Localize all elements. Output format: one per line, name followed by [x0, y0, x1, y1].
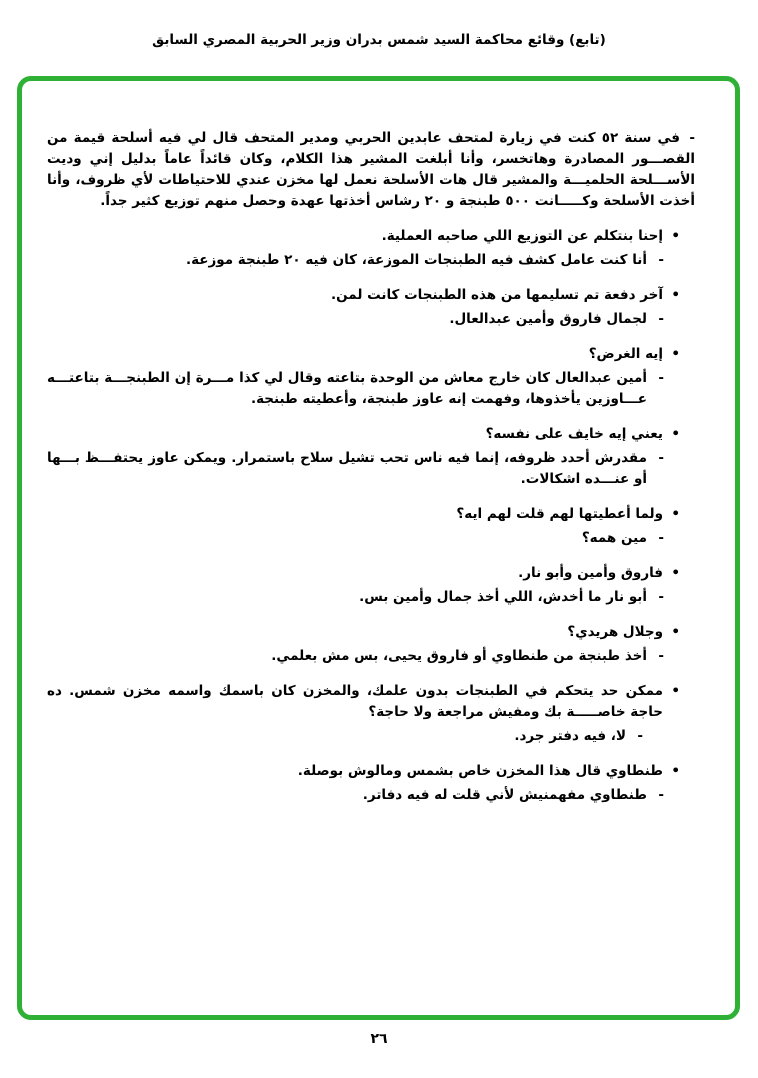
transcript-item — [47, 622, 680, 643]
dash-marker: - — [689, 130, 696, 146]
transcript-item — [47, 528, 664, 549]
bullet-marker: • — [671, 624, 680, 640]
transcript-item — [47, 681, 680, 723]
item-text: أبو نار ما أخدش، اللي أخذ جمال وأمين بس. — [359, 589, 647, 605]
page-number: ٢٦ — [370, 1031, 388, 1047]
item-text: طنطاوي مفهمنيش لأني قلت له فيه دفاتر. — [362, 787, 647, 803]
dash-marker: - — [658, 530, 664, 546]
dash-marker: - — [658, 370, 664, 386]
transcript-item — [47, 587, 664, 608]
transcript-item — [47, 226, 680, 247]
item-text: لجمال فاروق وأمين عبدالعال. — [449, 311, 647, 327]
transcript-item — [47, 424, 680, 445]
transcript-item — [47, 504, 680, 525]
item-text: أنا كنت عامل كشف فيه الطبنجات الموزعة، كان فيه ٢٠ طبنجة موزعة. — [185, 252, 647, 268]
transcript-item — [47, 785, 664, 806]
transcript-item — [47, 646, 664, 667]
item-text: ولما أعطيتها لهم قلت لهم ايه؟ — [456, 506, 663, 522]
transcript-item — [47, 448, 664, 490]
bullet-marker: • — [671, 506, 680, 522]
item-text: مقدرش أحدد ظروفه، إنما فيه ناس تحب تشيل سلاح باستمرار. ويمكن عاوز يحتفـــظ بـــها أو عنـــده اشكالات. — [47, 450, 647, 487]
dash-marker: - — [637, 728, 643, 744]
bullet-marker: • — [671, 346, 680, 362]
item-text: إيه الغرض؟ — [588, 346, 663, 362]
bullet-marker: • — [671, 763, 680, 779]
page-header-title: (تابع) وقائع محاكمة السيد شمس بدران وزير الحربية المصري السابق — [152, 32, 606, 48]
item-text: في سنة ٥٢ كنت في زيارة لمتحف عابدين الحربي ومدير المتحف قال لي فيه أسلحة قيمة من القصـــور المصادرة وهاتخسر، وأنا أبلغت المشير هذا الكلام، وكان قائداً عاماً بدليل إني وديت الأســـلحة الحلميـــة والمشير قال هات الأسلحة نعمل لها مخزن عندي للاحتياطات لأي ظروف، وأنا أخذت الأسلحة وكـــــانت ٥٠٠ طبنجة و ٢٠ رشاس أخذتها عهدة وحصل منهم توزيع كثير جداً. — [47, 130, 695, 209]
transcript-item — [47, 285, 680, 306]
item-text: إحنا بنتكلم عن التوزيع اللي صاحبه العملية. — [381, 228, 663, 244]
transcript-item — [47, 726, 643, 747]
item-text: وجلال هريدي؟ — [567, 624, 663, 640]
transcript-item — [47, 309, 664, 330]
item-text: مين همه؟ — [581, 530, 647, 546]
dash-marker: - — [658, 648, 664, 664]
transcript-item — [47, 250, 664, 271]
item-text: أمين عبدالعال كان خارج معاش من الوحدة بتاعته وقال لي كذا مـــرة إن الطبنجـــة بتاعتـــه عـــاوزين يأخذوها، وفهمت إنه عاوز طبنجة، وأعطيته طبنجة. — [47, 370, 647, 407]
item-text: لا، فيه دفتر جرد. — [514, 728, 626, 744]
item-text: يعني إيه خايف على نفسه؟ — [485, 426, 663, 442]
transcript-item — [47, 761, 680, 782]
item-text: أخذ طبنجة من طنطاوي أو فاروق يحيى، بس مش بعلمي. — [271, 648, 647, 664]
bullet-marker: • — [671, 565, 680, 581]
item-text: طنطاوي قال هذا المخزن خاص بشمس ومالوش بوصلة. — [297, 763, 663, 779]
bullet-marker: • — [671, 228, 680, 244]
transcript-item — [47, 128, 695, 212]
bullet-marker: • — [671, 683, 680, 699]
item-text: آخر دفعة تم تسليمها من هذه الطبنجات كانت لمن. — [331, 287, 663, 303]
dash-marker: - — [658, 450, 664, 466]
transcript-item — [47, 368, 664, 410]
bullet-marker: • — [671, 287, 680, 303]
dash-marker: - — [658, 787, 664, 803]
dash-marker: - — [658, 311, 664, 327]
transcript-item — [47, 344, 680, 365]
dash-marker: - — [658, 252, 664, 268]
transcript — [47, 128, 695, 809]
transcript-item — [47, 563, 680, 584]
dash-marker: - — [658, 589, 664, 605]
bullet-marker: • — [671, 426, 680, 442]
item-text: ممكن حد يتحكم في الطبنجات بدون علمك، والمخزن كان باسمك واسمه مخزن شمس. ده حاجة خاصـــــة بك ومفيش مراجعة ولا حاجة؟ — [47, 683, 663, 720]
item-text: فاروق وأمين وأبو نار. — [518, 565, 663, 581]
